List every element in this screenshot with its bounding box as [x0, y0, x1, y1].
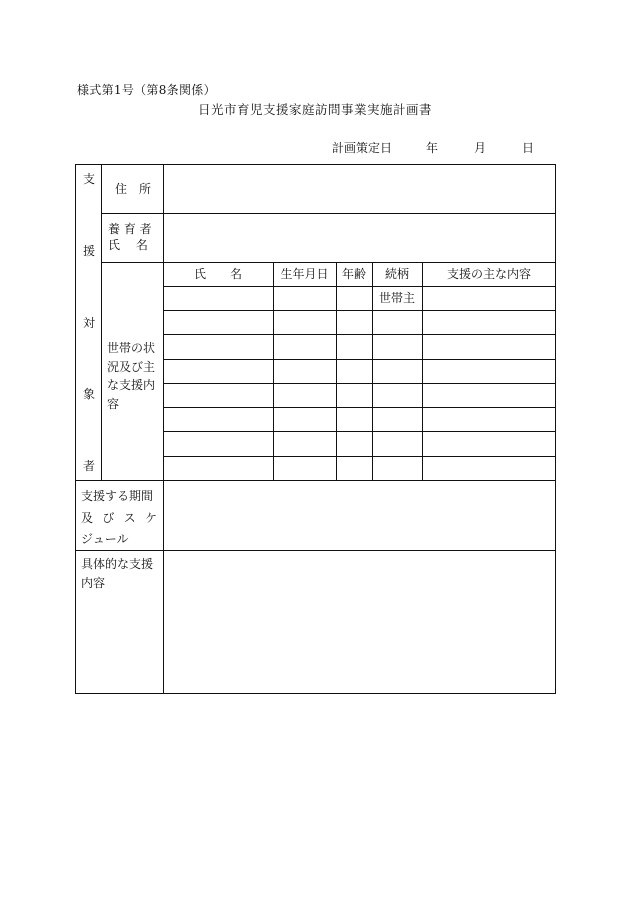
column-header-birthdate: 生年月日 — [280, 267, 329, 281]
schedule-label-line2-char: 及 — [81, 511, 94, 525]
household-head-relation: 世帯主 — [378, 291, 415, 305]
schedule-field[interactable] — [164, 481, 555, 550]
column-header-name: 氏 名 — [193, 267, 242, 281]
column-header-age: 年齢 — [341, 267, 366, 281]
schedule-label-line2-char: ス — [123, 511, 136, 525]
form-number: 様式第1号（第8条関係） — [77, 83, 216, 97]
plan-date-day[interactable]: 日 — [522, 141, 535, 155]
column-header-support: 支援の主な内容 — [446, 267, 531, 281]
plan-date-month[interactable]: 月 — [474, 141, 487, 155]
support-target-char-3: 対 — [83, 316, 96, 330]
support-target-char-2: 援 — [83, 244, 96, 258]
guardian-label-line1: 養 育 者 — [108, 222, 152, 236]
guardian-label-line2: 氏 名 — [108, 238, 148, 252]
support-target-char-4: 象 — [83, 387, 96, 401]
specific-support-label: 具体的な支援内容 — [81, 557, 154, 590]
schedule-label-line2 — [81, 512, 157, 524]
specific-support-field[interactable] — [164, 551, 555, 693]
schedule-label-line2-char: ケ — [144, 511, 157, 525]
household-status-label: 世帯の状況及び主な支援内容 — [107, 341, 156, 411]
plan-date-year[interactable]: 年 — [426, 141, 439, 155]
plan-date-label: 計画策定日 — [332, 141, 393, 155]
support-target-char-5: 者 — [83, 459, 96, 473]
column-header-relation: 続柄 — [384, 267, 409, 281]
support-target-char-1: 支 — [83, 172, 96, 186]
plan-form-table — [75, 164, 556, 694]
schedule-label-line3: ジュール — [81, 532, 129, 546]
address-field[interactable] — [164, 165, 555, 213]
address-label: 住 所 — [115, 182, 152, 196]
schedule-label-line1: 支援する期間 — [81, 489, 154, 503]
guardian-name-field[interactable] — [164, 214, 555, 262]
schedule-label-line2-char: び — [102, 511, 115, 525]
document-title: 日光市育児支援家庭訪問事業実施計画書 — [197, 102, 432, 117]
